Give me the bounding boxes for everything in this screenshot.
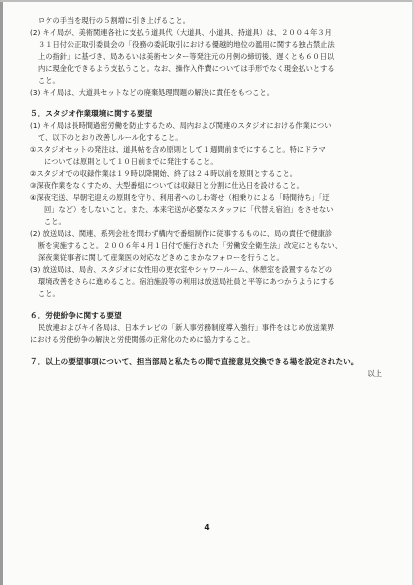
text-line: 回」など）をしないこと。また、本来宅送が必要なスタッフに「代替え宿泊」をさせない — [44, 205, 334, 214]
text-line: こと。 — [38, 289, 60, 298]
section-5-heading: ５．スタジオ作業環境に関する要望 — [30, 109, 153, 118]
page-number: 4 — [204, 523, 210, 532]
text-line: ３１日付公正取引委員会の「役務の委託取引における優越的地位の濫用に関する独占禁止法 — [38, 40, 335, 49]
text-line: 民放連およびキイ各局は、日本テレビの「新人事労務制度導入強行」事件をはじめ放送業界 — [38, 323, 335, 332]
scan-edge-left — [0, 0, 3, 585]
text-line: ②スタジオでの収録作業は１９時以降開始、終了は２４時以前を原則とすること。 — [30, 169, 298, 178]
text-line: ③深夜作業をなくすため、大型番組については収録日と分割に仕込日を設けること。 — [30, 181, 304, 190]
text-line: ④深夜宅送、早朝宅迎えの原則を守り、利用者へのしわ寄せ（相乗りによる「時間待ち」「迂 — [30, 193, 330, 202]
text-line: ロケの手当を現行の５割増に引き上げること。 — [38, 16, 190, 25]
closing-mark: 以上 — [367, 369, 382, 378]
text-line: 内に現金化できるよう支払うこと。なお、操作入件費については手形でなく現金払いとする — [38, 64, 335, 73]
text-line: (3) 放送局は、局舎、スタジオに女性用の更衣室やシャワールーム、休憩室を設置するなどの — [30, 265, 333, 274]
document-body — [30, 15, 388, 380]
text-line: こと。 — [44, 217, 66, 226]
text-line: (2) 放送局は、関連、系列会社を問わず構内で番組制作に従事するものに、局の責任で健康診 — [30, 229, 333, 238]
text-line: における労使紛争の解決と労使関係の正常化のために協力すること。 — [30, 335, 255, 344]
text-line: 深夜業従事者に関して産業医の対応などきめこまかなフォローを行うこと。 — [38, 253, 284, 262]
text-line: (2) キイ局が、美術関連各社に支払う道具代（大道具、小道具、持道具）は、２００４年３月 — [30, 28, 332, 37]
text-line: 断を実施すること。２００６年４月１日付で施行された「労働安全衛生法」改定にともない、 — [38, 241, 342, 250]
text-line: 上の指針」に基づき、局あるいは美術センター等発注元の月例の締切後、遅くとも６０日以 — [38, 52, 335, 61]
text-line: (3) キイ局は、大道具セットなどの廃棄処理問題の解決に責任をもつこと。 — [30, 88, 274, 97]
section-7-line: ７．以上の要望事項について、担当部局と私たちの間で直接意見交換できる場を設定されたい。 — [30, 357, 359, 366]
text-line: こと。 — [38, 76, 60, 85]
text-line: て、以下のとおり改善しルール化すること。 — [38, 133, 183, 142]
section-6-heading: ６．労使紛争に関する要望 — [30, 311, 122, 320]
scan-edge-top — [0, 0, 414, 2]
text-line: については原則として１０日前までに発注すること。 — [44, 157, 218, 166]
text-line: (1) キイ局は長時間過密労働を防止するため、局内および関連のスタジオにおける作業につい — [30, 121, 332, 130]
text-line: 環境改善をさらに進めること。宿泊施設等の利用は放送局社員と平等にあつかうようにする — [38, 277, 335, 286]
text-line: ①スタジオセットの発注は、道具帖を含め原則として１週間前までにすること。特にドラマ — [30, 145, 326, 154]
